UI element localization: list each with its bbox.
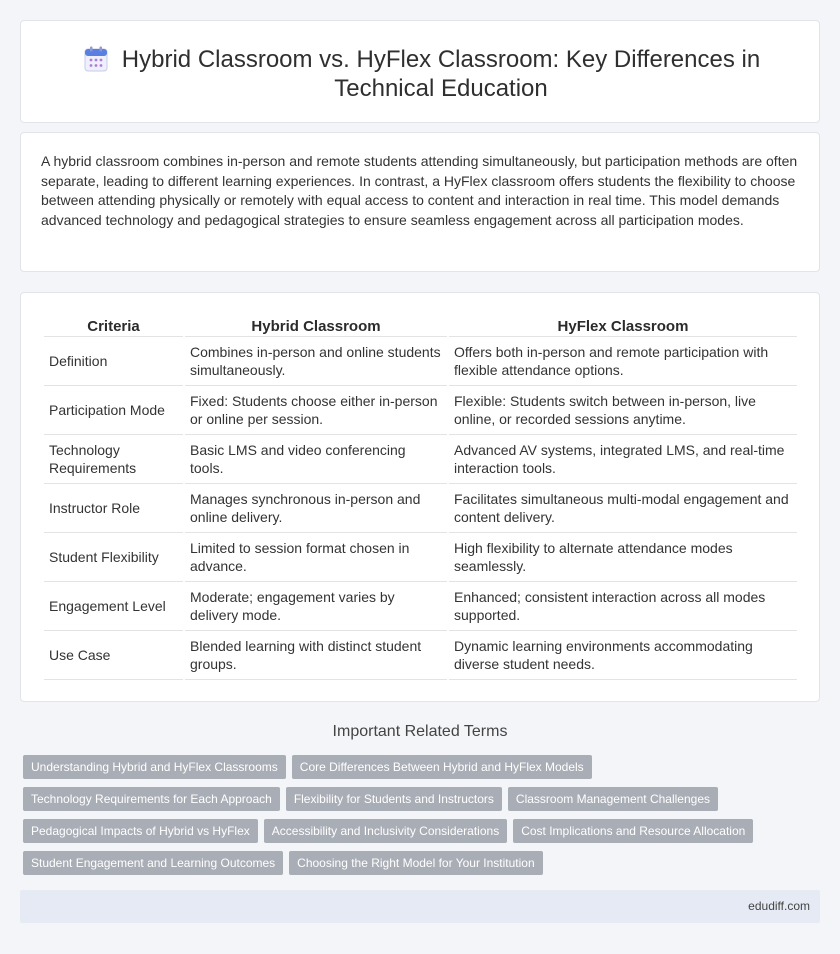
- table-header-row: [44, 315, 797, 337]
- related-term-tag[interactable]: Technology Requirements for Each Approach: [23, 787, 280, 811]
- tag-row: [23, 755, 803, 779]
- criteria-cell: Student Flexibility: [44, 533, 183, 582]
- column-header-criteria: Criteria: [44, 315, 183, 337]
- criteria-cell: Technology Requirements: [44, 435, 183, 484]
- hyflex-cell: Facilitates simultaneous multi-modal engagement and content delivery.: [449, 484, 797, 533]
- title-card: [20, 20, 820, 123]
- related-term-tag[interactable]: Student Engagement and Learning Outcomes: [23, 851, 283, 875]
- criteria-cell: Instructor Role: [44, 484, 183, 533]
- column-header-hybrid: Hybrid Classroom: [185, 315, 447, 337]
- hybrid-cell: Limited to session format chosen in advance.: [185, 533, 447, 582]
- hybrid-cell: Manages synchronous in-person and online delivery.: [185, 484, 447, 533]
- comparison-table: [42, 315, 799, 680]
- table-row: [44, 386, 797, 435]
- intro-paragraph: A hybrid classroom combines in-person and remote students attending simultaneously, but participation methods are often separate, leading to different learning experiences. In contrast, a HyFlex classroom offers students the flexibility to choose between attending physically or remotely with equal access to content and interaction in real time. This model demands advanced technology and pedagogical strategies to ensure seamless engagement across all participation modes.: [41, 153, 798, 228]
- hyflex-cell: Flexible: Students switch between in-person, live online, or recorded sessions anytime.: [449, 386, 797, 435]
- hyflex-cell: Offers both in-person and remote participation with flexible attendance options.: [449, 337, 797, 386]
- hyflex-cell: High flexibility to alternate attendance modes seamlessly.: [449, 533, 797, 582]
- criteria-cell: Participation Mode: [44, 386, 183, 435]
- tag-row: [23, 819, 803, 843]
- related-term-tag[interactable]: Choosing the Right Model for Your Institution: [289, 851, 542, 875]
- related-term-tag[interactable]: Pedagogical Impacts of Hybrid vs HyFlex: [23, 819, 258, 843]
- table-row: [44, 484, 797, 533]
- footer-site-link[interactable]: edudiff.com: [748, 899, 810, 913]
- hybrid-cell: Moderate; engagement varies by delivery mode.: [185, 582, 447, 631]
- hybrid-cell: Fixed: Students choose either in-person or online per session.: [185, 386, 447, 435]
- related-term-tag[interactable]: Flexibility for Students and Instructors: [286, 787, 502, 811]
- hybrid-cell: Combines in-person and online students simultaneously.: [185, 337, 447, 386]
- table-row: [44, 435, 797, 484]
- intro-card: [20, 132, 820, 272]
- hybrid-cell: Basic LMS and video conferencing tools.: [185, 435, 447, 484]
- hybrid-cell: Blended learning with distinct student groups.: [185, 631, 447, 680]
- page-title-line-2: Technical Education: [334, 75, 548, 102]
- comparison-table-card: [20, 292, 820, 702]
- tag-row: [23, 851, 803, 875]
- hyflex-cell: Dynamic learning environments accommodating diverse student needs.: [449, 631, 797, 680]
- related-term-tag[interactable]: Cost Implications and Resource Allocation: [513, 819, 753, 843]
- footer: [20, 890, 820, 923]
- related-terms-heading: Important Related Terms: [332, 723, 508, 740]
- hyflex-cell: Advanced AV systems, integrated LMS, and real-time interaction tools.: [449, 435, 797, 484]
- related-term-tag[interactable]: Core Differences Between Hybrid and HyFlex Models: [292, 755, 592, 779]
- criteria-cell: Use Case: [44, 631, 183, 680]
- page-title-line-1: Hybrid Classroom vs. HyFlex Classroom: Key Differences in: [121, 46, 761, 73]
- related-term-tag[interactable]: Classroom Management Challenges: [508, 787, 718, 811]
- hyflex-cell: Enhanced; consistent interaction across all modes supported.: [449, 582, 797, 631]
- related-term-tag[interactable]: Accessibility and Inclusivity Considerations: [264, 819, 507, 843]
- table-row: [44, 533, 797, 582]
- criteria-cell: Definition: [44, 337, 183, 386]
- page-title: [101, 45, 781, 103]
- related-terms-list: [23, 755, 803, 883]
- criteria-cell: Engagement Level: [44, 582, 183, 631]
- table-row: [44, 582, 797, 631]
- table-row: [44, 337, 797, 386]
- tag-row: [23, 787, 803, 811]
- table-row: [44, 631, 797, 680]
- column-header-hyflex: HyFlex Classroom: [449, 315, 797, 337]
- related-term-tag[interactable]: Understanding Hybrid and HyFlex Classrooms: [23, 755, 286, 779]
